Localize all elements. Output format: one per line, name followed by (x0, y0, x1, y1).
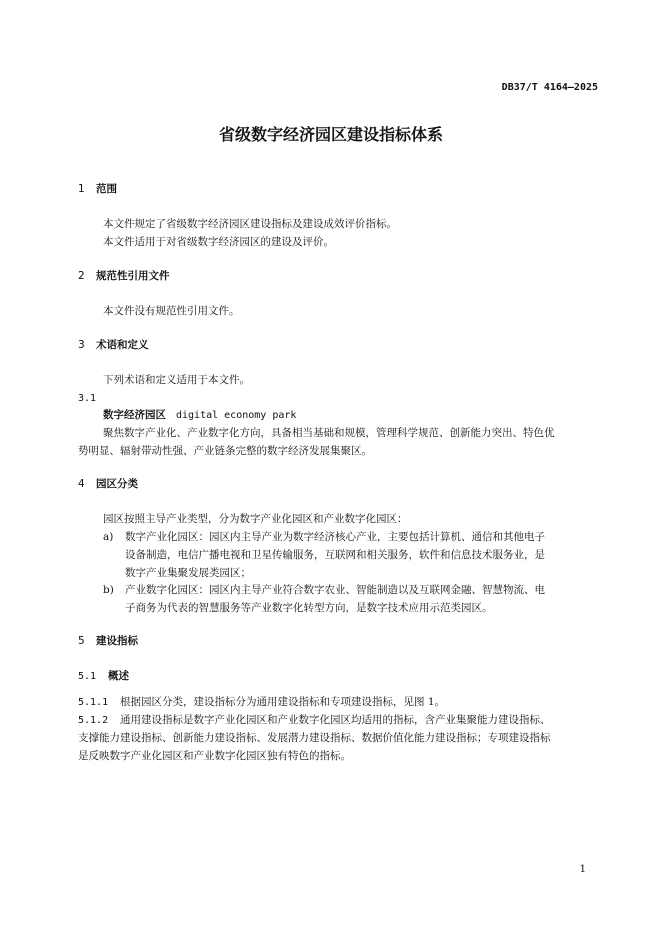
section-number: 3 (78, 339, 85, 351)
definition-line: 势明显、辐射带动性强、产业链条完整的数字经济发展集聚区。 (78, 445, 372, 457)
list-text: 数字产业化园区：园区内主导产业为数字经济核心产业，主要包括计算机、通信和其他电子 (125, 531, 545, 543)
document-number: DB37/T 4164—2025 (501, 82, 598, 93)
clause-text: 通用建设指标是数字产业化园区和产业数字化园区均适用的指标，含产业集聚能力建设指标、 (120, 714, 551, 726)
term-entry (103, 406, 296, 425)
section-4-heading (78, 476, 138, 491)
clause-text: 支撑能力建设指标、创新能力建设指标、发展潜力建设指标、数据价值化能力建设指标；专项建设指标 (78, 732, 551, 744)
section-2-heading (78, 268, 170, 283)
clause-number: 5.1.2 (78, 715, 109, 726)
section-title: 术语和定义 (96, 339, 149, 351)
subsection-number: 5.1 (78, 671, 97, 682)
section-number: 5 (78, 635, 85, 647)
clause-5-1-2 (78, 711, 551, 730)
definition-line: 聚焦数字产业化、产业数字化方向，具备相当基础和规模，管理科学规范、创新能力突出、特色优 (103, 427, 555, 439)
list-marker: a) (103, 531, 114, 543)
clause-number: 5.1.1 (78, 697, 109, 708)
section-1-heading (78, 181, 117, 196)
section-5-heading (78, 633, 138, 648)
section-3-heading (78, 337, 149, 352)
document-title: 省级数字经济园区建设指标体系 (218, 125, 443, 144)
paragraph: 本文件规定了省级数字经济园区建设指标及建设成效评价指标。 (103, 218, 397, 230)
list-text: 设备制造，电信广播电视和卫星传输服务，互联网和相关服务，软件和信息技术服务业，是 (125, 549, 545, 561)
paragraph: 本文件适用于对省级数字经济园区的建设及评价。 (103, 236, 334, 248)
section-title: 园区分类 (96, 478, 138, 490)
clause-5-1-1 (78, 693, 445, 712)
term-number: 3.1 (78, 393, 97, 404)
clause-text: 根据园区分类，建设指标分为通用建设指标和专项建设指标，见图 1。 (120, 696, 446, 708)
clause-text: 是反映数字产业化园区和产业数字化园区独有特色的指标。 (78, 750, 351, 762)
list-text: 子商务为代表的智慧服务等产业数字化转型方向，是数字技术应用示范类园区。 (125, 602, 493, 614)
paragraph: 本文件没有规范性引用文件。 (103, 305, 240, 317)
section-number: 4 (78, 478, 85, 490)
section-number: 1 (78, 183, 85, 195)
section-title: 建设指标 (96, 635, 138, 647)
subsection-title: 概述 (108, 670, 129, 682)
term-english: digital economy park (176, 410, 297, 421)
term-chinese: 数字经济园区 (103, 409, 166, 421)
list-text: 产业数字化园区：园区内主导产业符合数字农业、智能制造以及互联网金融、智慧物流、电 (125, 584, 545, 596)
paragraph: 园区按照主导产业类型，分为数字产业化园区和产业数字化园区： (103, 513, 408, 525)
list-text: 数字产业集聚发展类园区； (125, 567, 251, 579)
list-marker: b) (103, 584, 114, 596)
list-item-a (103, 528, 545, 547)
paragraph: 下列术语和定义适用于本文件。 (103, 374, 250, 386)
list-item-b (103, 581, 545, 600)
subsection-5-1-heading (78, 668, 129, 683)
section-title: 范围 (96, 183, 117, 195)
section-number: 2 (78, 270, 85, 282)
page-number: 1 (579, 864, 586, 875)
section-title: 规范性引用文件 (96, 270, 170, 282)
